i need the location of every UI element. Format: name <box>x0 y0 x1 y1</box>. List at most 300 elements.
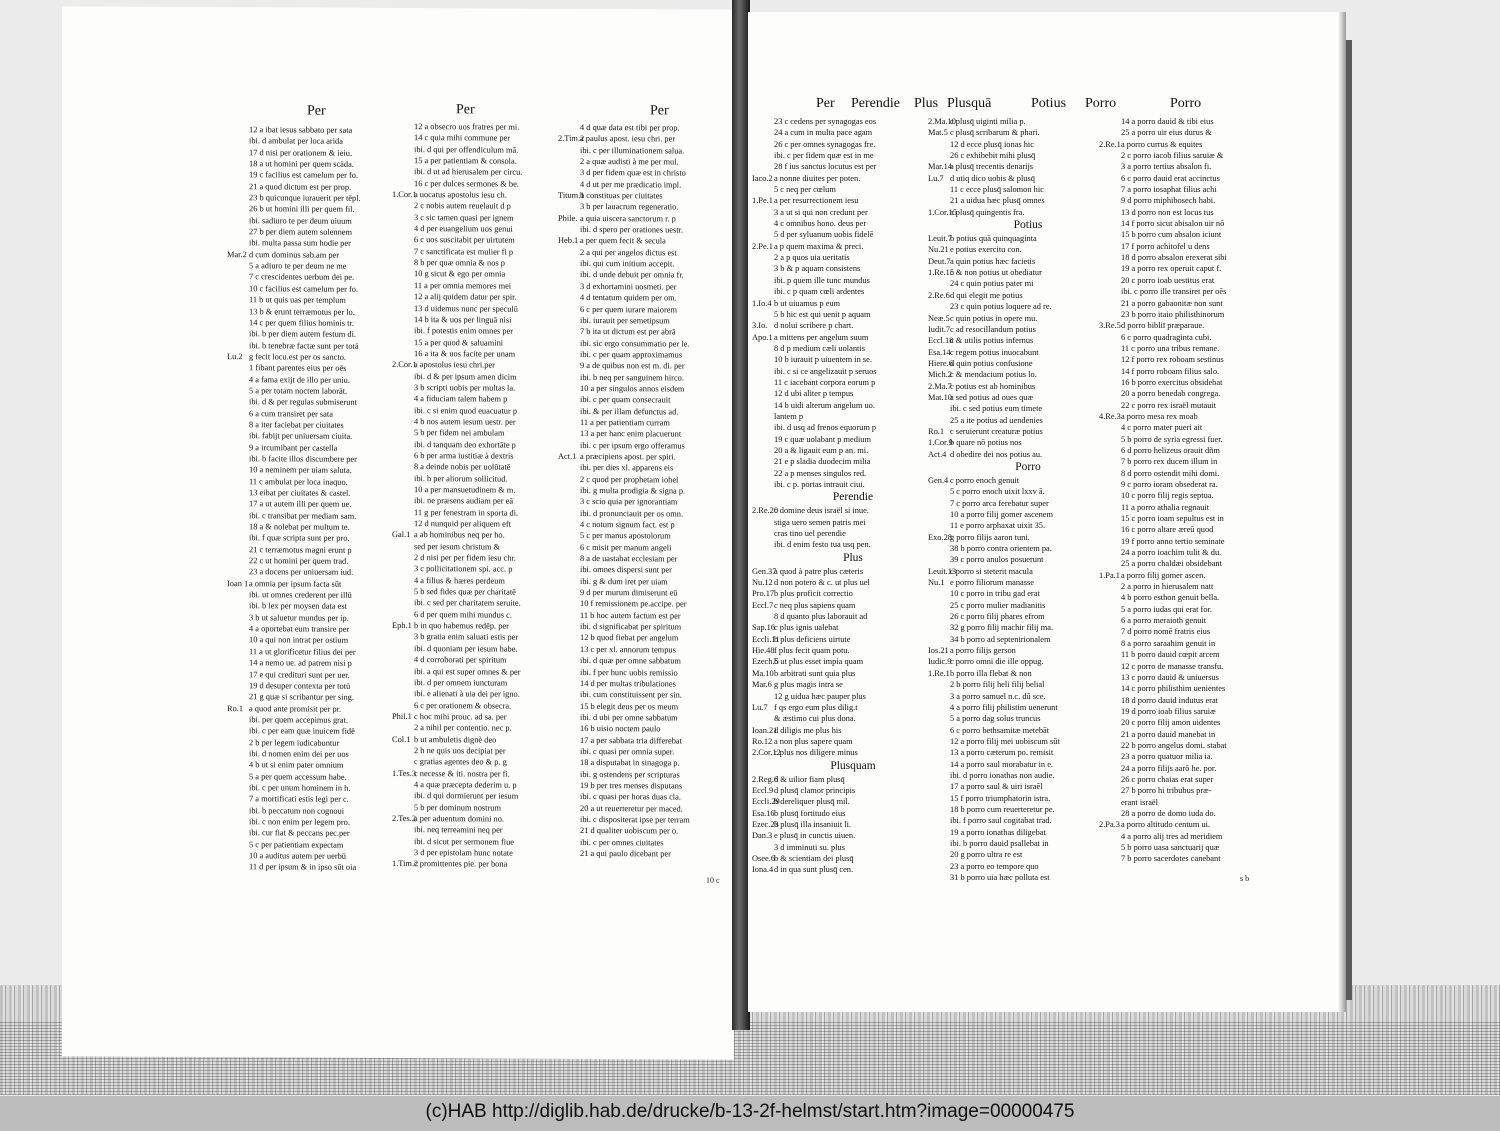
entry-text: ibi. f per hunc uobis remissio <box>580 667 678 677</box>
entry-text: 12 a obsecro uos fratres per mi. <box>414 122 520 132</box>
index-entry <box>392 427 577 439</box>
index-entry <box>227 374 412 386</box>
entry-text: c porro enoch genuit <box>950 475 1020 485</box>
entry-text: a paulus apost. iesu chri. per <box>580 134 676 144</box>
index-entry <box>558 666 730 678</box>
index-entry <box>392 325 577 337</box>
index-entry <box>752 634 934 645</box>
book-reference: Eccl.18 <box>928 336 954 346</box>
index-entry <box>928 634 1108 645</box>
entry-text: c quin potius in opere mu. <box>950 313 1038 323</box>
entry-text: 16 c per dulces sermones & be. <box>414 178 519 189</box>
entry-text: 10 a neminem per uiam saluta. <box>249 465 352 476</box>
index-entry <box>558 145 730 157</box>
entry-text: b dereliquer plusq̄ mil. <box>774 797 850 807</box>
entry-text: 3 a ut si qui non credunt per <box>774 207 868 217</box>
entry-text: 2 a porro in hierusalem natt <box>1121 582 1214 592</box>
entry-text: ibi. d qui dormierunt per iesum <box>414 791 519 801</box>
entry-text: 17 a per sabbata tria differebat <box>580 735 682 746</box>
index-entry <box>928 256 1108 267</box>
index-entry <box>558 417 730 429</box>
entry-text: 21 a qui paulo dicebant per <box>580 848 671 859</box>
right-page <box>748 12 1346 1012</box>
index-entry <box>392 711 577 723</box>
entry-text: 14 a porro dauid & tibi eius <box>1121 117 1214 126</box>
entry-text: 13 a porro cæterum po. remisit <box>950 748 1054 758</box>
index-entry <box>1099 252 1279 263</box>
entry-text: 26 c per omnes synagogas fre. <box>774 139 876 149</box>
entry-text: 14 d per multas tribulationes <box>580 678 676 689</box>
index-entry <box>227 272 412 284</box>
entry-text: ibi. ut omnes crederent per illū <box>249 590 352 600</box>
entry-text: 12 a porro filij mei uobiscum sūt <box>950 736 1060 746</box>
entry-text: a quin potius hæc facietis <box>950 256 1036 266</box>
entry-text: 9 a de quibus non est m. di. per <box>580 361 685 371</box>
index-entry <box>227 793 412 805</box>
book-reference: Eccl.9 <box>752 785 774 795</box>
book-reference: 1.Re.15 <box>928 268 955 278</box>
index-entry <box>558 848 730 860</box>
index-entry <box>392 132 577 144</box>
entry-text: c plus nos diligere minus <box>774 748 858 758</box>
index-entry <box>928 759 1108 770</box>
entry-text: 2 b per legem iudicabuntur <box>249 737 340 748</box>
index-entry <box>227 328 412 340</box>
entry-text: a ab hominibus neq per ho. <box>414 530 505 540</box>
entry-text: 7 c porro arca ferebatur super <box>950 498 1049 508</box>
index-entry <box>1099 332 1279 343</box>
index-entry <box>558 428 730 440</box>
index-entry <box>1099 797 1279 808</box>
entry-text: 21 a porro gabaonitæ non sunt <box>1121 298 1223 308</box>
book-reference: Mar.2 <box>227 249 247 259</box>
index-entry <box>392 484 577 496</box>
book-reference: Esa.14 <box>928 347 951 357</box>
entry-text: a per aduentum domini no. <box>414 814 505 824</box>
entry-text: 19 b per tres menses disputans <box>580 780 683 791</box>
index-entry <box>227 135 412 147</box>
index-entry <box>928 244 1108 255</box>
index-entry <box>1099 808 1279 819</box>
index-entry <box>227 124 412 136</box>
entry-text: c gratias agentes deo & p. g <box>414 757 507 767</box>
index-entry <box>558 258 730 270</box>
index-entry <box>752 229 934 240</box>
index-entry <box>558 542 730 554</box>
entry-text: b in quo habemus redēp. per <box>414 621 509 631</box>
entry-text: ibi. b per diem autem festum di. <box>249 329 356 339</box>
left-header-1: Per <box>307 103 326 119</box>
entry-text: c & non potius ut obediatur <box>950 268 1042 278</box>
entry-text: 3 b & p aquam consistens <box>774 264 861 274</box>
index-entry <box>928 347 1108 358</box>
entry-text: 4 a porro alij tres ad meridiem <box>1121 831 1223 841</box>
index-entry <box>558 530 730 542</box>
entry-text: ibi. omnes dispersi sunt per <box>580 565 672 575</box>
entry-text: 10 c porro in tribu gad erat <box>950 589 1040 599</box>
entry-text: 19 a porro ionathas diligebat <box>950 827 1046 837</box>
index-entry <box>928 369 1108 380</box>
index-entry <box>928 770 1108 781</box>
index-entry <box>752 411 934 422</box>
entry-text: 11 g per fenestram in sporta di. <box>414 507 519 518</box>
page-edge-shadow <box>1346 40 1352 1000</box>
entry-text: ibi. per quem accepimus grat. <box>249 715 349 725</box>
entry-text: ibi. c quasi per horas duas cla. <box>580 792 681 802</box>
index-entry <box>1099 127 1279 138</box>
index-entry <box>928 184 1108 195</box>
entry-text: 7 d porro nomē fratris eius <box>1121 627 1211 637</box>
entry-text: ibi. d enim festo tua usq pen. <box>774 540 871 550</box>
entry-text: 10 c facilius est camelum per fo. <box>249 284 359 294</box>
entry-text: 6 c uos suscitabit per uirtutem <box>414 235 515 246</box>
book-reference: Iaco.2 <box>752 173 773 183</box>
entry-text: 13 eibat per ciuitates & castel. <box>249 488 351 498</box>
entry-text: a sed potius ad oues quæ <box>950 392 1034 402</box>
book-reference: Phil.1 <box>392 711 412 721</box>
entry-text: 3 a porro tertius absalon fi. <box>1121 162 1212 172</box>
entry-text: 12 d ubi aliter p tempus <box>774 389 854 399</box>
index-entry <box>392 518 577 530</box>
entry-text: ibi. c per omnes ciuitates <box>580 837 664 848</box>
entry-text: a apostolus iesu chri.per <box>414 360 495 370</box>
entry-text: 8 a de uastabat ecclesiam per <box>580 554 678 564</box>
index-entry <box>1099 479 1279 490</box>
index-entry <box>928 161 1108 172</box>
index-entry <box>558 190 730 202</box>
entry-text: 19 f porro anno tertio seminate <box>1121 536 1225 546</box>
entry-text: 5 b hic est qui uenit p aquam <box>774 309 871 319</box>
entry-text: a plusq̄ trecentis denarijs <box>950 162 1034 172</box>
index-entry <box>928 403 1108 414</box>
left-header-2: Per <box>456 102 475 118</box>
entry-text: 4 d corroborati per spiritum <box>414 655 507 665</box>
entry-text: 11 a per patientiam curram <box>580 417 670 428</box>
index-entry <box>752 456 934 467</box>
index-entry <box>928 127 1108 138</box>
entry-text: 8 d quanto plus laborauit ad <box>774 612 868 622</box>
index-entry <box>392 405 577 417</box>
index-entry <box>392 563 577 575</box>
entry-text: 6 c porro dauid erat accinctus <box>1121 173 1220 183</box>
index-entry <box>928 139 1108 150</box>
index-entry <box>392 654 577 666</box>
book-reference: 2.Tes.2 <box>392 813 417 824</box>
book-reference: 1.Tes.3 <box>392 768 417 778</box>
book-reference: 2.Cor.1 <box>392 360 417 370</box>
index-entry <box>392 802 577 814</box>
entry-text: ibi. c non enim per legem pro. <box>249 817 350 827</box>
index-entry <box>558 644 730 656</box>
book-reference: Lu.7 <box>752 702 768 712</box>
entry-text: 4 c notum signum fact. est p <box>580 519 675 530</box>
index-entry <box>227 147 412 159</box>
entry-text: ibi. b peccatum non cognoui <box>249 805 345 816</box>
entry-text: 3 d exhortamini uosmeti. per <box>580 281 677 292</box>
entry-text: 5 b per dominum nostrum <box>414 802 502 813</box>
entry-text: a p quem maxima & preci. <box>774 241 864 251</box>
book-reference: Lu.7 <box>928 173 944 183</box>
entry-text: 10 a per mansuetudinem & m. <box>414 485 516 495</box>
entry-text: 4 a oportebat eum transire per <box>249 624 350 634</box>
entry-text: 5 a porro iudas qui erat for. <box>1121 604 1212 614</box>
index-entry <box>752 725 934 736</box>
entry-text: 6 c misit per manum angeli <box>580 542 672 553</box>
index-entry <box>227 249 412 261</box>
index-entry <box>558 269 730 281</box>
entry-text: ibi. c porro ille transiret per oēs <box>1121 287 1227 297</box>
index-entry <box>928 827 1108 838</box>
index-entry <box>752 445 934 456</box>
index-entry <box>392 268 577 280</box>
index-entry <box>392 212 577 224</box>
entry-text: 22 a p menses singulos red. <box>774 468 867 478</box>
index-entry <box>752 139 934 150</box>
entry-text: 13 c porro dauid & uniuersus <box>1121 672 1219 682</box>
entry-text: a non plus sapere quam <box>774 736 853 746</box>
index-entry <box>558 122 730 134</box>
index-entry <box>752 679 934 690</box>
index-entry <box>1099 468 1279 479</box>
index-entry <box>227 532 412 544</box>
index-entry <box>392 246 577 258</box>
index-entry <box>392 473 577 485</box>
index-entry <box>558 156 730 168</box>
index-entry <box>558 802 730 814</box>
index-entry <box>392 734 577 746</box>
left-column-2 <box>392 121 577 871</box>
index-entry <box>558 734 730 746</box>
index-entry <box>227 771 412 783</box>
index-entry <box>227 385 412 397</box>
entry-text: ibi. d porro ionathas non audie. <box>950 770 1055 780</box>
entry-text: 15 b porro cum absalon iciunt <box>1121 230 1222 240</box>
entry-text: 15 f porro triumphatorin istra. <box>950 793 1051 803</box>
entry-text: 6 a cum transiret per sata <box>249 408 333 419</box>
entry-text: 26 c porro filij phares efrom <box>950 612 1045 622</box>
index-entry <box>558 678 730 690</box>
index-entry <box>752 218 934 229</box>
index-entry <box>392 314 577 326</box>
entry-text: c ad resocillandum potius <box>950 324 1036 334</box>
index-entry <box>558 825 730 837</box>
index-entry <box>392 302 577 314</box>
index-entry <box>752 588 934 599</box>
index-entry <box>392 371 577 383</box>
entry-text: ibi. c per eam quæ inuicem fidē <box>249 726 355 736</box>
index-entry <box>1099 683 1279 694</box>
index-entry <box>227 589 412 601</box>
right-page-signature: s b <box>1240 874 1250 883</box>
credit-link[interactable]: (c)HAB http://diglib.hab.de/drucke/b-13-2f-helmst/start.htm?image=00000475 <box>425 1101 1075 1122</box>
index-entry <box>558 791 730 803</box>
index-entry <box>928 532 1108 543</box>
index-entry <box>227 850 412 862</box>
index-entry <box>1099 615 1279 626</box>
entry-text: b constituas per ciuitates <box>580 191 663 201</box>
book-reference: Ro.1 <box>928 426 945 436</box>
entry-text: 10 a qui non intrat per ostium <box>249 635 349 646</box>
index-entry <box>558 723 730 735</box>
entry-text: 18 d porro dauid indutus erat <box>1121 695 1218 705</box>
index-entry <box>752 528 934 539</box>
entry-text: a per quem fecit & secula <box>580 236 666 246</box>
entry-text: 2 b ne quis uos decipiat per <box>414 745 506 756</box>
index-entry <box>928 804 1108 815</box>
entry-text: 11 a porro athalia regnauit <box>1121 502 1210 512</box>
entry-text: 23 a docens per uniuersam iud. <box>249 567 354 578</box>
index-entry <box>752 400 934 411</box>
index-entry <box>227 748 412 760</box>
entry-text: 17 a porro saul & uiri israēl <box>950 782 1043 792</box>
book-reference: Heb.1 <box>558 236 579 246</box>
entry-text: ibi. sic ergo consummatio per le. <box>580 338 690 349</box>
entry-text: 2 a p quos uia ueritatis <box>774 253 850 263</box>
entry-text: 16 c porro altare æreū quod <box>1121 525 1214 535</box>
entry-text: c & utilis potius infernus <box>950 336 1034 346</box>
entry-text: 28 a porro de domo iuda do. <box>1121 808 1216 818</box>
index-entry <box>558 292 730 304</box>
left-page-signature: 10 c <box>706 875 720 885</box>
index-entry <box>558 383 730 395</box>
entry-text: 22 b porro angelus domi. stabat <box>1121 740 1227 750</box>
entry-text: 19 d porro ioab filius saruiæ <box>1121 706 1216 716</box>
index-entry <box>558 836 730 848</box>
entry-text: g plus magis intra se <box>774 680 843 690</box>
entry-text: 27 b porro hi tribubus præ- <box>1121 786 1212 796</box>
index-entry <box>1099 524 1279 535</box>
entry-text: 10 a porro filij gomer ascenem <box>950 510 1054 519</box>
index-entry <box>558 360 730 372</box>
index-entry <box>227 192 412 204</box>
entry-text: a porro filijs gerson <box>950 646 1016 656</box>
index-entry <box>227 430 412 442</box>
entry-text: a per resurrectionem iesu <box>774 196 859 206</box>
index-entry <box>392 858 577 870</box>
entry-text: c porro omni die ille oppug. <box>950 657 1044 667</box>
entry-text: 14 c porro philisthim uenientes <box>1121 684 1226 694</box>
entry-text: a quia uiscera sanctorum r. p <box>580 213 676 224</box>
index-entry <box>558 303 730 315</box>
entry-text: ibi. d quoniam per iesum habe. <box>414 643 518 654</box>
index-entry <box>227 839 412 851</box>
index-entry <box>392 291 577 303</box>
entry-text: c domine deus israël si inue. <box>774 506 869 516</box>
book-reference: 1.Cor.9 <box>928 438 953 448</box>
section-heading: Plus <box>843 551 863 564</box>
book-reference: Eccli.11 <box>752 634 780 644</box>
entry-text: 12 d ecce plusq̄ ionas hic <box>950 139 1034 149</box>
index-entry <box>392 824 577 836</box>
index-entry <box>558 405 730 417</box>
entry-text: 17 d nisi per orationem & ieiu. <box>249 147 353 158</box>
entry-text: 4 a porro filij philistim uenerunt <box>950 702 1058 712</box>
entry-text: ibi. d ambulat per loca arida <box>249 136 343 147</box>
book-reference: Mich.2 <box>928 370 952 380</box>
index-entry <box>1099 445 1279 456</box>
index-entry <box>752 298 934 309</box>
index-entry <box>558 201 730 213</box>
entry-text: 11 b ut quis uas per templum <box>249 295 346 305</box>
index-entry <box>928 725 1108 736</box>
book-reference: Deut.7 <box>928 256 951 266</box>
book-reference: 3.Io. <box>752 321 768 331</box>
index-entry <box>928 668 1108 679</box>
index-entry <box>227 453 412 465</box>
entry-text: c plusq̄ uiginti milia p. <box>950 117 1026 126</box>
index-entry <box>928 861 1108 872</box>
index-entry <box>752 691 934 702</box>
book-reference: Eph.1 <box>392 621 412 631</box>
index-entry <box>928 849 1108 860</box>
index-entry <box>227 158 412 170</box>
index-entry <box>227 567 412 579</box>
index-entry <box>1099 547 1279 558</box>
entry-text: d plusq̄ clamor principis <box>774 785 856 795</box>
index-entry <box>558 473 730 485</box>
entry-text: 22 c ut homini per quem trad. <box>249 556 349 566</box>
entry-text: a omnia per ipsum facta sūt <box>249 578 342 589</box>
entry-text: 7 a mortificati estis legi per c. <box>249 794 349 805</box>
entry-text: 21 a uidua hæc plusq̄ omnes <box>950 196 1045 206</box>
entry-text: 32 g porro filij machir filij ma. <box>950 623 1054 633</box>
index-entry <box>928 267 1108 278</box>
book-reference: 2.Cor.12 <box>752 748 781 758</box>
right-header-plus: Plus <box>914 96 939 111</box>
index-entry <box>227 601 412 613</box>
index-entry <box>1099 570 1279 581</box>
entry-text: 6 b per arma iustitiæ à dextris <box>414 451 514 461</box>
entry-text: c seruierunt creaturæ potius <box>950 426 1043 436</box>
entry-text: 18 a & nolebat per multum te. <box>249 522 350 532</box>
index-entry <box>928 301 1108 312</box>
entry-text: 19 c quæ uolabant p medium <box>774 434 871 444</box>
entry-text: 2 b porro filij heli filij belial <box>950 680 1045 690</box>
index-entry <box>558 564 730 576</box>
index-entry <box>558 462 730 474</box>
entry-text: 3 b gratia enim saluati estis per <box>414 632 519 643</box>
entry-text: 11 d per ipsum & in ipso sūt oia <box>249 862 357 873</box>
index-entry <box>1099 592 1279 603</box>
entry-text: 2 c nobis autem reuelauit d p <box>414 201 511 211</box>
right-header-plusquam: Plusquā <box>947 96 992 111</box>
index-entry <box>752 422 934 433</box>
index-entry <box>392 586 577 598</box>
entry-text: 5 a porro dag solus truncus <box>950 714 1041 724</box>
entry-text: 27 b per diem autem solennem <box>249 227 353 237</box>
index-entry <box>928 195 1108 206</box>
entry-text: 4 c omnibus hono. deus per <box>774 219 867 229</box>
index-entry <box>392 552 577 564</box>
index-entry <box>928 426 1108 437</box>
index-entry <box>1099 309 1279 320</box>
entry-text: 10 c porro filij regis septua. <box>1121 491 1214 501</box>
entry-text: 11 c porro una tribus remane. <box>1121 343 1220 353</box>
index-entry <box>227 464 412 476</box>
entry-text: 7 c sanctificata est mulier fi p <box>414 246 514 257</box>
entry-text: 2 c porro iacob filius saruiæ & <box>1121 151 1224 161</box>
entry-text: ibi. c per quam consecrauit <box>580 395 671 405</box>
entry-text: ibi. c quasi per omnia super. <box>580 746 675 757</box>
index-entry <box>558 814 730 826</box>
index-entry <box>1099 343 1279 354</box>
entry-text: b arbitrati sunt quia plus <box>774 668 856 678</box>
index-entry <box>928 577 1108 588</box>
entry-text: 2 a quæ audisti à me per mul. <box>580 156 679 167</box>
index-entry <box>1099 434 1279 445</box>
index-entry <box>928 747 1108 758</box>
index-entry <box>1099 751 1279 762</box>
